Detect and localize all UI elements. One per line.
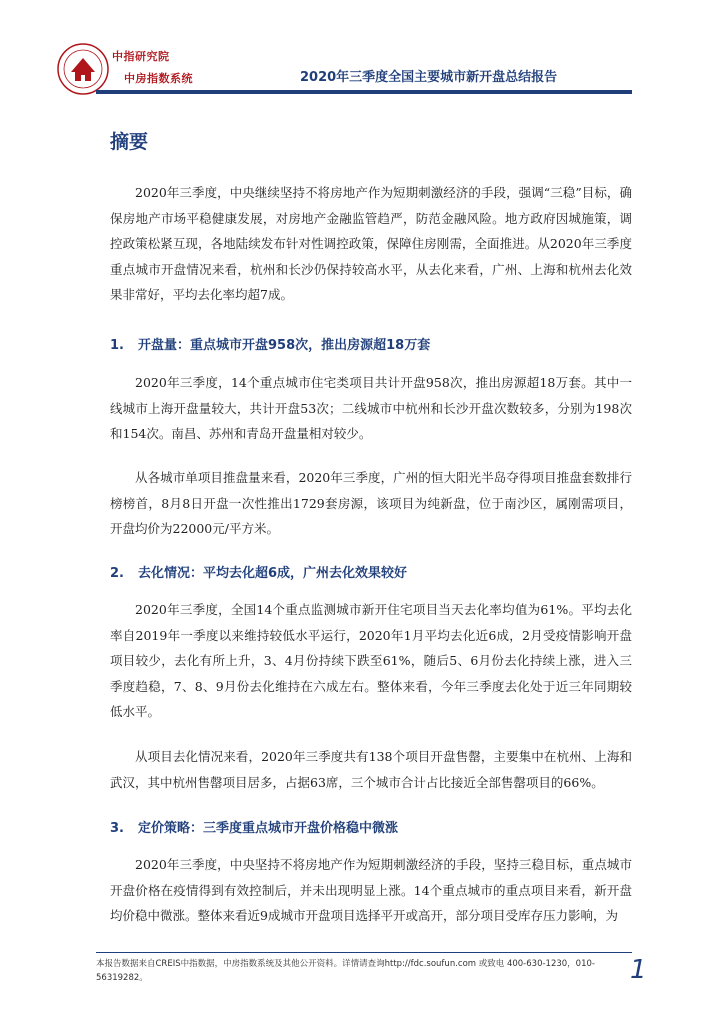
section-number: 2. (110, 566, 124, 581)
page-number: 1 (630, 955, 647, 985)
footer-source-note: 本报告数据来自CREIS中指数据，中房指数系统及其他公开资料。详情请查询http://fdc.soufun.com 或致电 400-630-1230，010-56319282。 (96, 959, 595, 983)
org-name: 中指研究院 (112, 50, 170, 63)
system-name: 中房指数系统 (124, 72, 193, 85)
section-title: 定价策略：三季度重点城市开盘价格稳中微涨 (138, 821, 399, 836)
abstract-title: 摘要 (110, 131, 149, 153)
abstract-intro-paragraph: 2020年三季度，中央继续坚持不将房地产作为短期刺激经济的手段，强调“三稳”目标，确保房地产市场平稳健康发展，对房地产金融监管趋严，防范金融风险。地方政府因城施策，调控政策松紧互现，各地陆续发布针对性调控政策，保障住房刚需，全面推进。从2020年三季度重点城市开盘情况来看，杭州和长沙仍保持较高水平，从去化来看，广州、上海和杭州去化效果非常好，平均去化率均超7成。 (110, 185, 632, 302)
section-heading-2 (110, 562, 407, 581)
section-title: 开盘量：重点城市开盘958次，推出房源超18万套 (138, 338, 431, 353)
section-heading-1 (110, 334, 430, 353)
section-1-paragraph-1: 2020年三季度，14个重点城市住宅类项目共计开盘958次，推出房源超18万套。其中一线城市上海开盘量较大，共计开盘53次；二线城市中杭州和长沙开盘次数较多，分别为198次和154次。南昌、苏州和青岛开盘量相对较少。 (110, 375, 632, 441)
section-2-paragraph-2: 从项目去化情况来看，2020年三季度共有138个项目开盘售罄，主要集中在杭州、上海和武汉，其中杭州售罄项目居多，占据63席，三个城市合计占比接近全部售罄项目的66%。 (110, 749, 632, 790)
section-3-paragraph-1: 2020年三季度，中央坚持不将房地产作为短期刺激经济的手段，坚持三稳目标，重点城市开盘价格在疫情得到有效控制后，并未出现明显上涨。14个重点城市的重点项目来看，新开盘均价稳中微涨。整体来看近9成城市开盘项目选择平开或高开，部分项目受库存压力影响，为 (110, 857, 632, 923)
section-2-paragraph-1: 2020年三季度，全国14个重点监测城市新开住宅项目当天去化率均值为61%。平均去化率自2019年一季度以来维持较低水平运行，2020年1月平均去化近6成，2月受疫情影响开盘项目较少，去化有所上升，3、4月份持续下跌至61%，随后5、6月份去化持续上涨，进入三季度趋稳，7、8、9月份去化维持在六成左右。整体来看，今年三季度去化处于近三年同期较低水平。 (110, 602, 632, 719)
header-rule (96, 90, 632, 94)
section-title: 去化情况：平均去化超6成，广州去化效果较好 (138, 566, 408, 581)
page-header (0, 0, 724, 95)
section-1-paragraph-2: 从各城市单项目推盘量来看，2020年三季度，广州的恒大阳光半岛夺得项目推盘套数排行榜榜首，8月8日开盘一次性推出1729套房源，该项目为纯新盘，位于南沙区，属刚需项目，开盘均价为22000元/平方米。 (110, 470, 632, 536)
institute-seal-logo (56, 42, 110, 96)
section-heading-3 (110, 817, 398, 836)
footer-rule (96, 952, 632, 953)
section-number: 1. (110, 338, 124, 353)
report-title: 2020年三季度全国主要城市新开盘总结报告 (300, 70, 558, 85)
section-number: 3. (110, 821, 124, 836)
